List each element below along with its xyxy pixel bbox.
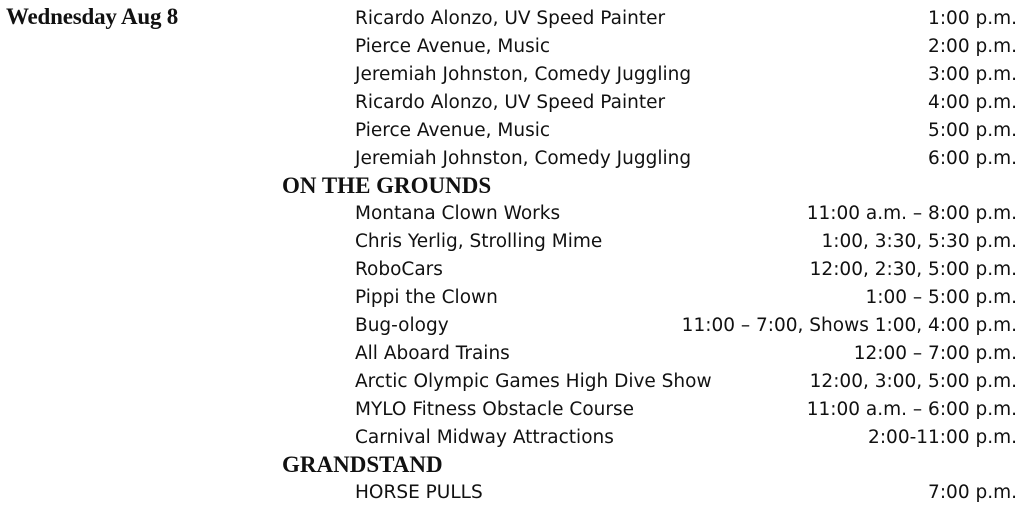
event-name: Ricardo Alonzo, UV Speed Painter: [355, 8, 666, 29]
schedule-row: [355, 312, 1017, 340]
event-time: 1:00 p.m.: [928, 8, 1017, 29]
event-time: 6:00 p.m.: [928, 147, 1017, 169]
event-time: 7:00 p.m.: [928, 482, 1017, 504]
section-heading: GRANDSTAND: [282, 452, 443, 478]
event-name: Jeremiah Johnston, Comedy Juggling: [355, 147, 692, 169]
event-time: 11:00 a.m. – 8:00 p.m.: [806, 203, 1017, 225]
schedule-row: [355, 89, 1017, 117]
schedule-row: [355, 33, 1017, 61]
event-name: Ricardo Alonzo, UV Speed Painter: [355, 91, 666, 113]
event-time: 4:00 p.m.: [928, 91, 1017, 113]
schedule-row: [355, 117, 1017, 145]
schedule-row: [355, 340, 1017, 368]
event-time: 11:00 – 7:00, Shows 1:00, 4:00 p.m.: [681, 314, 1017, 336]
schedule-row: [355, 256, 1017, 284]
schedule-row: [355, 61, 1017, 89]
schedule-row: [355, 200, 1017, 228]
schedule-row: [355, 424, 1017, 452]
event-time: 2:00 p.m.: [928, 35, 1017, 57]
event-time: 2:00-11:00 p.m.: [868, 426, 1017, 448]
event-time: 3:00 p.m.: [928, 63, 1017, 85]
event-time: 12:00 – 7:00 p.m.: [853, 342, 1017, 364]
event-name: Arctic Olympic Games High Dive Show: [355, 370, 712, 392]
event-name: Montana Clown Works: [355, 203, 561, 225]
event-name: Bug-ology: [355, 314, 449, 336]
event-name: All Aboard Trains: [355, 342, 510, 364]
event-name: Carnival Midway Attractions: [355, 426, 614, 448]
event-name: Pippi the Clown: [355, 287, 498, 308]
day-label: Wednesday Aug 8: [6, 4, 179, 29]
event-time: 1:00, 3:30, 5:30 p.m.: [821, 231, 1017, 253]
section-heading: ON THE GROUNDS: [282, 173, 492, 199]
event-name: HORSE PULLS: [355, 482, 483, 504]
event-time: 1:00 – 5:00 p.m.: [865, 287, 1017, 308]
schedule-row: [355, 5, 1017, 33]
event-name: Jeremiah Johnston, Comedy Juggling: [355, 63, 692, 85]
event-name: Chris Yerlig, Strolling Mime: [355, 231, 603, 253]
event-time: 5:00 p.m.: [928, 119, 1017, 141]
schedule-row: [355, 145, 1017, 173]
event-time: 12:00, 3:00, 5:00 p.m.: [809, 370, 1017, 392]
event-name: RoboCars: [355, 259, 443, 281]
event-time: 12:00, 2:30, 5:00 p.m.: [809, 259, 1017, 281]
schedule-row: [355, 284, 1017, 312]
schedule-row: [355, 479, 1017, 507]
schedule-row: [355, 368, 1017, 396]
event-time: 11:00 a.m. – 6:00 p.m.: [806, 398, 1017, 420]
schedule-row: [355, 396, 1017, 424]
schedule-row: [355, 228, 1017, 256]
event-name: Pierce Avenue, Music: [355, 35, 551, 57]
event-name: Pierce Avenue, Music: [355, 119, 551, 141]
event-name: MYLO Fitness Obstacle Course: [355, 398, 634, 420]
